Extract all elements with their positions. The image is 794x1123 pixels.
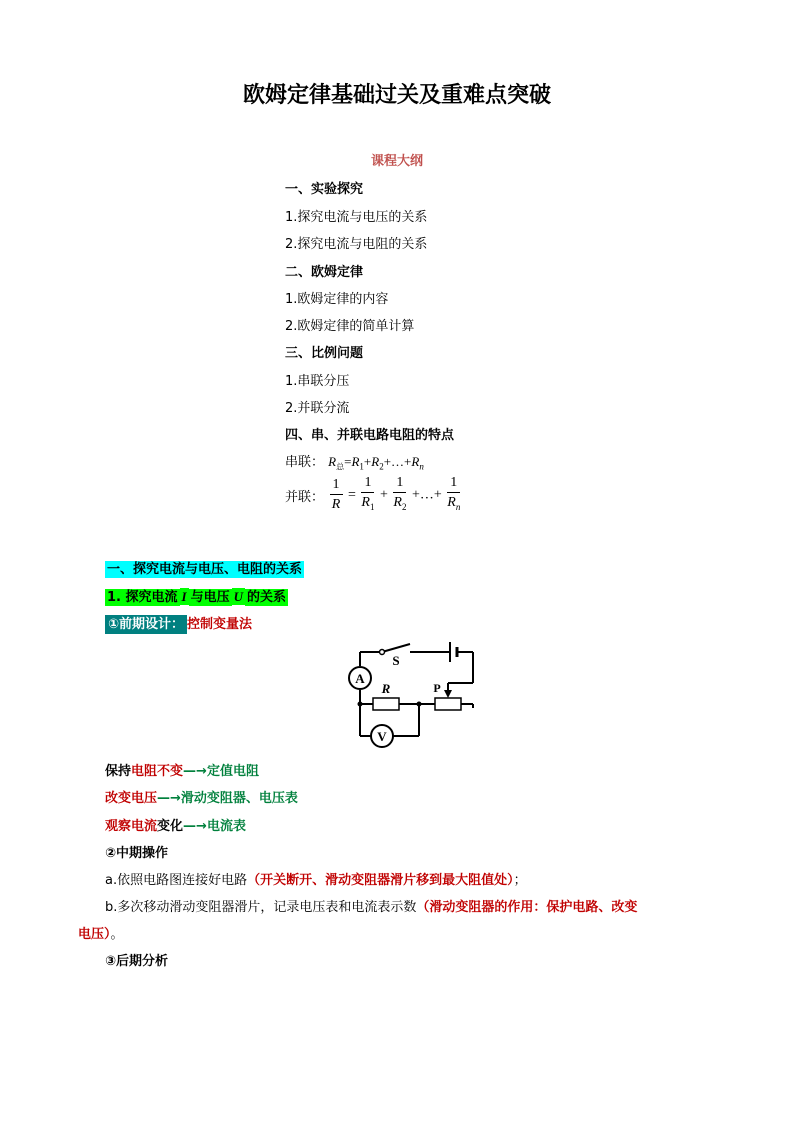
line-change-voltage	[105, 787, 298, 806]
l2-arrow: —→	[157, 791, 181, 806]
page-title: 欧姆定律基础过关及重难点突破	[242, 83, 551, 108]
frac-den-r: R	[331, 496, 341, 512]
mid-operation-heading: ②中期操作	[105, 846, 169, 861]
parallel-label: 并联：	[285, 489, 325, 505]
subsection-heading-1-1	[105, 586, 288, 605]
series-eq: =	[344, 454, 352, 469]
frac-1-r	[330, 476, 343, 515]
series-dots: +…+	[383, 454, 412, 469]
sub-heading-i: I	[181, 589, 187, 604]
outline-item-2-1: 1.欧姆定律的内容	[285, 292, 389, 307]
l1-arrow: —→	[183, 764, 207, 779]
section-heading-1-text: 一、探究电流与电压、电阻的关系	[107, 562, 303, 577]
l3-a: 观察电流	[105, 819, 158, 834]
frac-den-r2: R	[393, 495, 402, 510]
outline-section-3: 三、比例问题	[285, 346, 364, 361]
voltmeter-label: V	[377, 729, 387, 744]
l1-a: 保持	[105, 764, 132, 779]
post-analysis-heading: ③后期分析	[105, 954, 169, 969]
series-sub-total: 总	[336, 462, 345, 472]
design-value: 控制变量法	[187, 617, 253, 632]
frac-1-r1	[361, 474, 374, 517]
sub-heading-part-b: 与电压	[190, 590, 230, 605]
frac-num: 1	[330, 476, 343, 495]
l2-b: 滑动变阻器、电压表	[180, 791, 298, 806]
parallel-formula	[285, 474, 462, 517]
outline-item-3-2: 2.并联分流	[285, 401, 350, 416]
series-r1: R	[351, 454, 360, 469]
section-heading-1	[105, 558, 304, 577]
frac-den-r2-sub: 2	[401, 501, 407, 512]
outline-item-3-1: 1.串联分压	[285, 374, 350, 389]
design-label: ①前期设计：	[105, 615, 187, 634]
design-line	[105, 613, 252, 632]
l3-arrow: —→	[183, 819, 207, 834]
frac-1-r2	[393, 474, 406, 517]
junction-right	[417, 702, 422, 707]
step-b-end: 。	[110, 927, 124, 942]
series-r1-sub: 1	[359, 461, 364, 472]
frac-1-rn	[447, 474, 460, 517]
line-keep-resistance	[105, 760, 259, 779]
frac-num: 1	[447, 474, 460, 493]
l3-c: 电流表	[206, 819, 246, 834]
par-plus: +	[379, 487, 388, 503]
step-a-text: a.依照电路图连接好电路	[105, 873, 248, 888]
series-r2-sub: 2	[379, 461, 384, 472]
outline-section-1: 一、实验探究	[285, 182, 364, 197]
series-rn-sub: n	[419, 461, 424, 472]
series-label: 串联：	[285, 455, 325, 470]
frac-num: 1	[361, 474, 374, 493]
switch-contact	[380, 650, 385, 655]
frac-den-rn-sub: n	[455, 501, 461, 512]
series-r-total: R	[328, 454, 337, 469]
step-b	[105, 896, 637, 915]
l3-b: 变化	[157, 819, 184, 834]
step-b-continued	[78, 923, 124, 942]
outline-section-2: 二、欧姆定律	[285, 265, 364, 280]
outline-item-1-2: 2.探究电流与电阻的关系	[285, 237, 428, 252]
series-r2: R	[371, 454, 380, 469]
outline-item-1-1: 1.探究电流与电压的关系	[285, 210, 428, 225]
circuit-diagram	[340, 638, 490, 750]
line-observe-current	[105, 815, 246, 834]
outline-heading: 课程大纲	[370, 154, 423, 169]
step-b-text: b.多次移动滑动变阻器滑片，记录电压表和电流表示数	[105, 900, 417, 915]
ammeter-label: A	[355, 671, 365, 686]
l1-c: 定值电阻	[206, 764, 259, 779]
par-eq: =	[348, 487, 356, 503]
series-plus: +	[363, 454, 372, 469]
junction-left	[358, 702, 363, 707]
series-formula	[285, 451, 424, 473]
sub-heading-part-c: 的关系	[246, 590, 286, 605]
sub-heading-part-a: 1. 探究电流	[107, 590, 178, 605]
step-b-note-1: （滑动变阻器的作用：保护电路、改变	[416, 900, 638, 915]
step-a-note: （开关断开、滑动变阻器滑片移到最大阻值处）	[247, 873, 514, 888]
frac-den-r1-sub: 1	[369, 501, 375, 512]
l2-a: 改变电压	[105, 791, 158, 806]
outline-section-4: 四、串、并联电路电阻的特点	[285, 428, 455, 443]
slider-label: P	[433, 681, 441, 695]
frac-den-r1: R	[361, 495, 370, 510]
par-dots: +…+	[411, 487, 442, 503]
frac-den-rn: R	[447, 495, 456, 510]
switch-label: S	[392, 653, 400, 668]
step-a-end: ；	[513, 873, 527, 888]
sub-heading-u: U	[233, 589, 243, 604]
series-rn: R	[411, 454, 420, 469]
resistor-label: R	[381, 681, 391, 696]
outline-item-2-2: 2.欧姆定律的简单计算	[285, 319, 415, 334]
step-a	[105, 869, 527, 888]
l1-b: 电阻不变	[131, 764, 184, 779]
step-b-note-2: 电压）	[78, 927, 111, 942]
frac-num: 1	[393, 474, 406, 493]
